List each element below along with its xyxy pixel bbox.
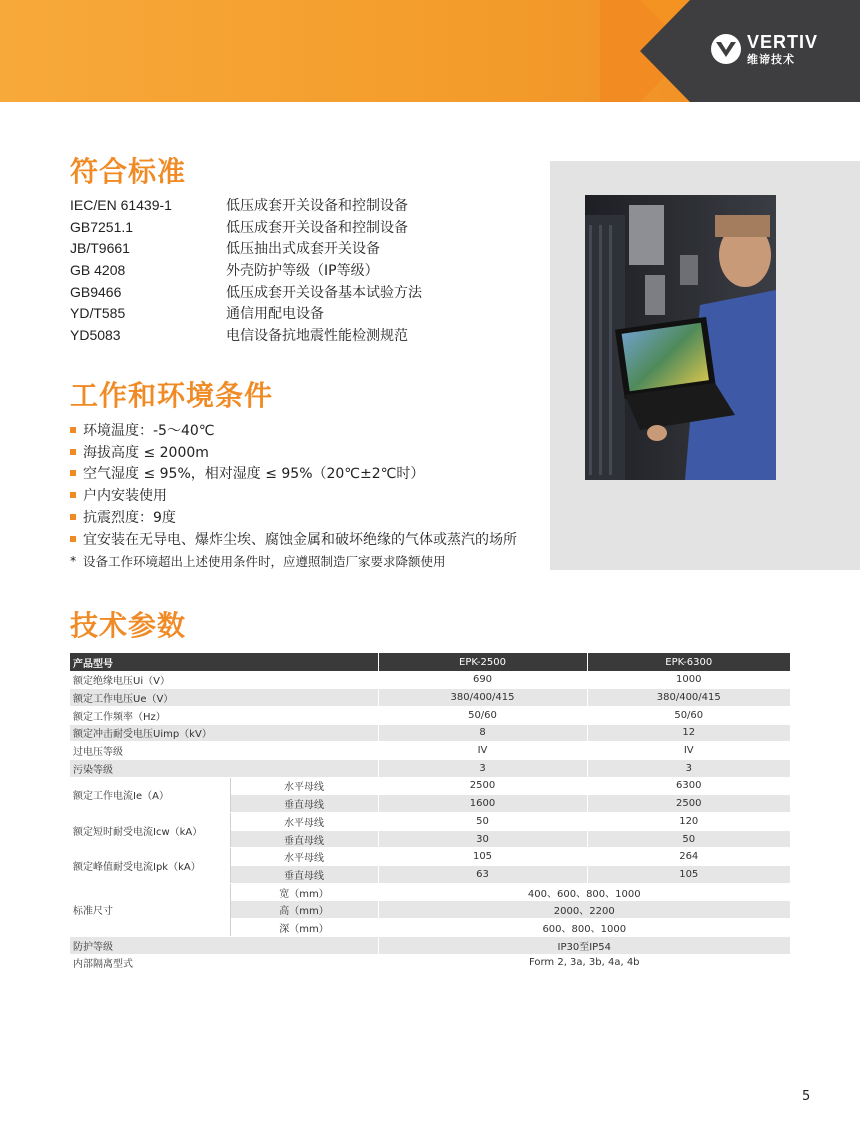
specs-header-col2: EPK-6300 [587, 653, 790, 671]
standard-code: YD/T585 [70, 305, 126, 322]
page-number: 5 [802, 1089, 811, 1104]
condition-text: 海拔高度 ≤ 2000m [83, 444, 209, 461]
spec-group-label: 额定工作电流Ie（A） [70, 777, 230, 812]
spec-label: 防护等级 [70, 936, 378, 954]
spec-value-epk2500: 1600 [378, 795, 587, 813]
bullet-square-icon [70, 514, 76, 520]
spec-value-epk6300: IV [587, 742, 790, 760]
spec-label: 额定工作电压Ue（V） [70, 689, 378, 707]
logo-wordmark: VERTIV [747, 32, 819, 52]
spec-value-epk2500: 2500 [378, 777, 587, 795]
conditions-title: 工作和环境条件 [70, 379, 274, 412]
spec-group-label: 标准尺寸 [70, 883, 230, 936]
spec-value-epk2500: 380/400/415 [378, 689, 587, 707]
condition-item [70, 506, 550, 528]
technician-photo [585, 195, 776, 480]
standard-code: YD5083 [70, 326, 121, 343]
specs-header-label: 产品型号 [70, 653, 378, 671]
header-banner [0, 0, 860, 102]
spec-label: 污染等级 [70, 759, 378, 777]
spec-group-row [70, 848, 790, 866]
spec-value-shared: IP30至IP54 [378, 936, 790, 954]
standard-row [70, 259, 490, 281]
standard-desc: 通信用配电设备 [226, 306, 324, 323]
standard-row [70, 237, 490, 259]
condition-text: 抗震烈度：9度 [83, 510, 176, 527]
standard-row [70, 281, 490, 303]
bullet-square-icon [70, 427, 76, 433]
standard-code: IEC/EN 61439-1 [70, 196, 172, 213]
standard-desc: 低压成套开关设备和控制设备 [226, 197, 408, 214]
spec-group-label: 额定峰值耐受电流Ipk（kA） [70, 848, 230, 883]
spec-value-shared: 2000、2200 [378, 901, 790, 919]
spec-value-epk6300: 6300 [587, 777, 790, 795]
spec-value-epk2500: 63 [378, 866, 587, 884]
condition-item [70, 463, 550, 485]
bullet-square-icon [70, 536, 76, 542]
spec-row [70, 724, 790, 742]
spec-value-epk6300: 120 [587, 813, 790, 831]
standard-code: GB9466 [70, 283, 122, 300]
condition-item [70, 419, 550, 441]
standard-desc: 低压成套开关设备基本试验方法 [226, 284, 422, 301]
spec-row [70, 689, 790, 707]
spec-label: 额定绝缘电压Ui（V） [70, 671, 378, 689]
spec-value-epk6300: 105 [587, 866, 790, 884]
spec-sub-label: 垂直母线 [230, 795, 378, 813]
spec-value-epk6300: 1000 [587, 671, 790, 689]
spec-group-label: 额定短时耐受电流Icw（kA） [70, 813, 230, 848]
spec-row [70, 759, 790, 777]
standard-desc: 电信设备抗地震性能检测规范 [226, 327, 408, 344]
spec-value-epk2500: 105 [378, 848, 587, 866]
condition-text: 宜安装在无导电、爆炸尘埃、腐蚀金属和破坏绝缘的气体或蒸汽的场所 [83, 531, 517, 548]
spec-value-epk2500: 50 [378, 813, 587, 831]
spec-group-row [70, 777, 790, 795]
condition-item [70, 484, 550, 506]
specs-header-col1: EPK-2500 [378, 653, 587, 671]
conditions-list [70, 419, 550, 572]
spec-sub-label: 水平母线 [230, 777, 378, 795]
spec-row [70, 706, 790, 724]
vertiv-logo-icon [711, 34, 741, 64]
spec-label: 内部隔离型式 [70, 954, 378, 972]
spec-sub-label: 宽（mm） [230, 883, 378, 901]
spec-sub-label: 水平母线 [230, 848, 378, 866]
standards-list [70, 194, 490, 346]
condition-text: 空气湿度 ≤ 95%，相对湿度 ≤ 95%（20℃±2℃时） [83, 466, 425, 483]
condition-item [70, 528, 550, 550]
spec-value-shared: 400、600、800、1000 [378, 883, 790, 901]
spec-sub-label: 垂直母线 [230, 866, 378, 884]
spec-value-epk6300: 50/60 [587, 706, 790, 724]
vertiv-logo [711, 33, 818, 65]
specs-header-row [70, 653, 790, 671]
spec-value-epk6300: 2500 [587, 795, 790, 813]
standard-row [70, 302, 490, 324]
bullet-square-icon [70, 470, 76, 476]
condition-item [70, 441, 550, 463]
conditions-note [70, 550, 550, 572]
spec-label: 额定冲击耐受电压Uimp（kV） [70, 724, 378, 742]
spec-value-shared: 600、800、1000 [378, 919, 790, 937]
spec-row [70, 954, 790, 972]
spec-value-epk2500: IV [378, 742, 587, 760]
spec-value-epk6300: 264 [587, 848, 790, 866]
condition-text: 环境温度：-5～40℃ [83, 422, 215, 439]
standard-row [70, 194, 490, 216]
spec-label: 过电压等级 [70, 742, 378, 760]
standard-row [70, 324, 490, 346]
spec-row [70, 742, 790, 760]
spec-sub-label: 垂直母线 [230, 830, 378, 848]
spec-value-epk2500: 50/60 [378, 706, 587, 724]
spec-value-epk2500: 30 [378, 830, 587, 848]
standard-code: GB 4208 [70, 261, 126, 278]
spec-value-epk2500: 3 [378, 759, 587, 777]
spec-value-epk6300: 50 [587, 830, 790, 848]
spec-value-epk6300: 3 [587, 759, 790, 777]
spec-value-epk6300: 380/400/415 [587, 689, 790, 707]
spec-sub-label: 深（mm） [230, 919, 378, 937]
standard-code: JB/T9661 [70, 240, 130, 257]
standard-desc: 外壳防护等级（IP等级） [226, 262, 379, 279]
logo-subtitle: 维谛技术 [747, 53, 795, 66]
condition-text: 户内安装使用 [83, 488, 167, 505]
specs-table [70, 653, 790, 972]
note-text: 设备工作环境超出上述使用条件时，应遵照制造厂家要求降额使用 [83, 553, 446, 569]
standards-title: 符合标准 [70, 155, 187, 188]
spec-value-shared: Form 2, 3a, 3b, 4a, 4b [378, 954, 790, 972]
spec-value-epk6300: 12 [587, 724, 790, 742]
spec-label: 额定工作频率（Hz） [70, 706, 378, 724]
spec-row [70, 936, 790, 954]
standard-row [70, 216, 490, 238]
specs-title: 技术参数 [70, 609, 187, 642]
standard-code: GB7251.1 [70, 218, 134, 235]
standard-desc: 低压成套开关设备和控制设备 [226, 219, 408, 236]
spec-group-row [70, 813, 790, 831]
note-asterisk: * [70, 553, 77, 569]
standard-desc: 低压抽出式成套开关设备 [226, 241, 380, 258]
spec-value-epk2500: 8 [378, 724, 587, 742]
spec-sub-label: 水平母线 [230, 813, 378, 831]
bullet-square-icon [70, 449, 76, 455]
bullet-square-icon [70, 492, 76, 498]
spec-dimension-row [70, 883, 790, 901]
spec-value-epk2500: 690 [378, 671, 587, 689]
spec-row [70, 671, 790, 689]
spec-sub-label: 高（mm） [230, 901, 378, 919]
